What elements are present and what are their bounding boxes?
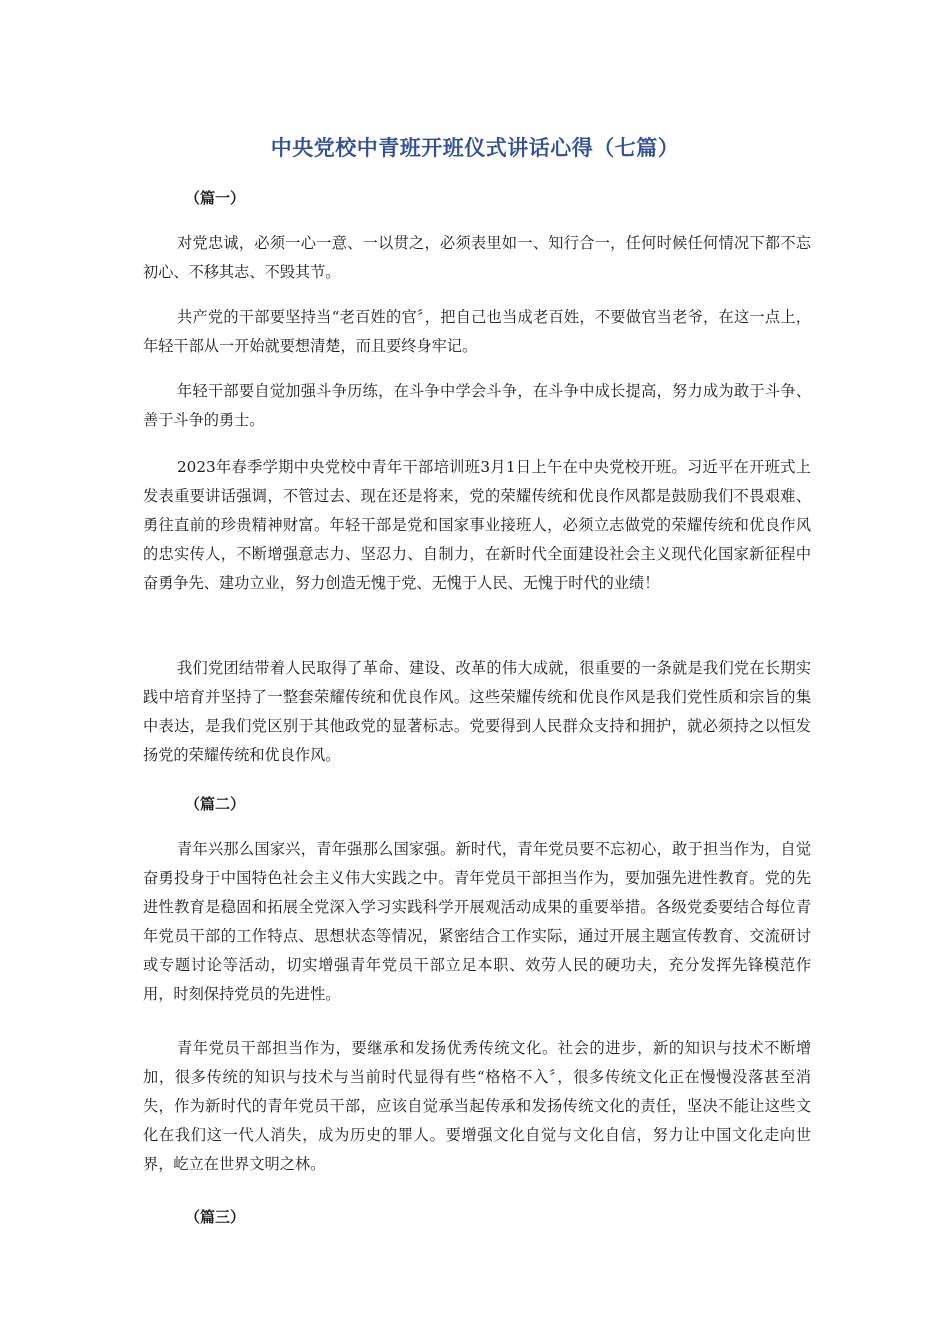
paragraph: 我们党团结带着人民取得了革命、建设、改革的伟大成就，很重要的一条就是我们党在长期实践中培育并坚持了一整套荣耀传统和优良作风。这些荣耀传统和优良作风是我们党性质和宗旨的集中表达，是我们党区别于其他政党的显著标志。党要得到人民群众支持和拥护，就必须持之以恒发扬党的荣耀传统和优良作风。 xyxy=(143,659,811,764)
paragraph: 共产党的干部要坚持当“老百姓的官〞，把自己也当成老百姓，不要做官当老爷，在这一点上，年轻干部从一开始就要想清楚，而且要终身牢记。 xyxy=(143,308,811,355)
paragraph: 2023年春季学期中央党校中青年干部培训班3月1日上午在中央党校开班。习近平在开班式上发表重要讲话强调，不管过去、现在还是将来，党的荣耀传统和优良作风都是鼓励我们不畏艰难、勇往直前的珍贵精神财富。年轻干部是党和国家事业接班人，必须立志做党的荣耀传统和优良作风的忠实传人，不断增强意志力、坚忍力、自制力，在新时代全面建设社会主义现代化国家新征程中奋勇争先、建功立业，努力创造无愧于党、无愧于人民、无愧于时代的业绩！ xyxy=(143,458,811,592)
section-heading-2: （篇二） xyxy=(185,795,246,813)
paragraph: 青年党员干部担当作为，要继承和发扬优秀传统文化。社会的进步，新的知识与技术不断增加，很多传统的知识与技术与当前时代显得有些“格格不入〞，很多传统文化正在慢慢没落甚至消失，作为新时代的青年党员干部，应该自觉承当起传承和发扬传统文化的责任，坚决不能让这些文化在我们这一代人消失，成为历史的罪人。要增强文化自觉与文化自信，努力让中国文化走向世界，屹立在世界文明之林。 xyxy=(143,1039,811,1173)
section-heading-3: （篇三） xyxy=(185,1208,246,1226)
paragraph: 对党忠诚，必须一心一意、一以贯之，必须表里如一、知行合一，任何时候任何情况下都不忘初心、不移其志、不毁其节。 xyxy=(143,234,811,281)
paragraph: 青年兴那么国家兴，青年强那么国家强。新时代，青年党员要不忘初心，敢于担当作为，自觉奋勇投身于中国特色社会主义伟大实践之中。青年党员干部担当作为，要加强先进性教育。党的先进性教育是稳固和拓展全党深入学习实践科学开展观活动成果的重要举措。各级党委要结合每位青年党员干部的工作特点、思想状态等情况，紧密结合工作实际，通过开展主题宣传教育、交流研讨或专题讨论等活动，切实增强青年党员干部立足本职、效劳人民的硬功夫，充分发挥先锋模范作用，时刻保持党员的先进性。 xyxy=(143,840,811,1003)
section-heading-1: （篇一） xyxy=(185,189,246,207)
paragraph: 年轻干部要自觉加强斗争历练，在斗争中学会斗争，在斗争中成长提高，努力成为敢于斗争、善于斗争的勇士。 xyxy=(143,382,811,429)
document-title: 中央党校中青班开班仪式讲话心得（七篇） xyxy=(270,136,680,160)
